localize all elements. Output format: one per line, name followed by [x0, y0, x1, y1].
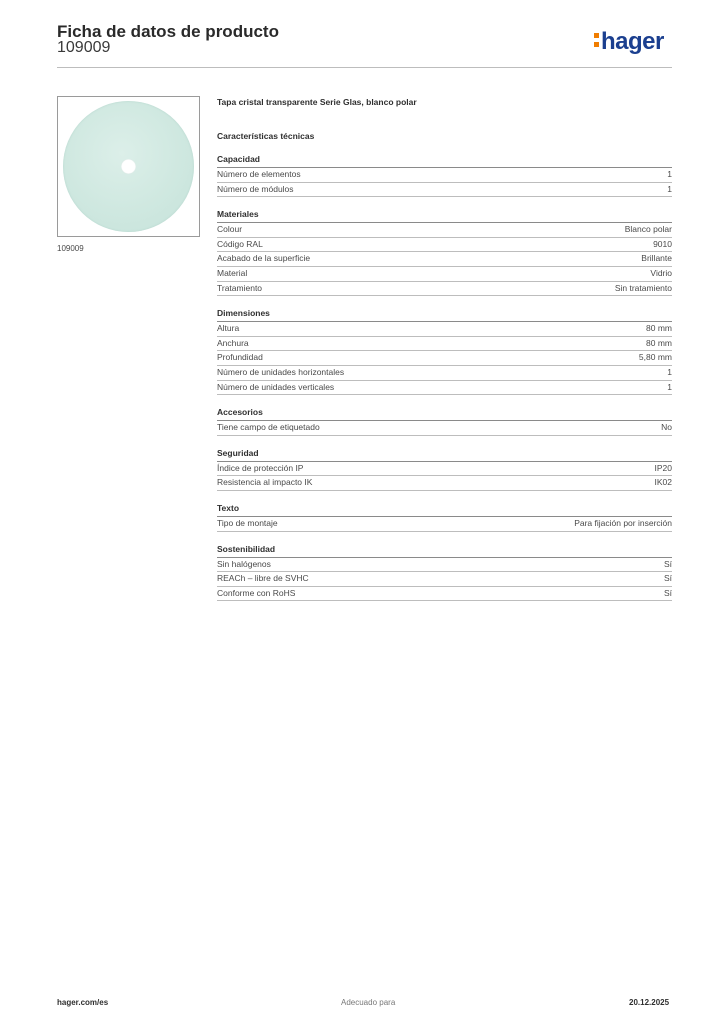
spec-label: Tratamiento [217, 282, 263, 293]
spec-row [217, 517, 672, 532]
spec-sections [217, 154, 672, 601]
section-title: Dimensiones [217, 308, 672, 322]
spec-section [217, 209, 672, 296]
spec-label: Número de módulos [217, 183, 294, 194]
logo-text: hager [601, 28, 664, 55]
spec-value: 1 [667, 366, 672, 377]
spec-value: Sí [663, 558, 672, 569]
spec-section [217, 544, 672, 602]
page-title: Ficha de datos de producto [57, 22, 279, 41]
footer-date: 20.12.2025 [629, 998, 670, 1007]
spec-row [217, 351, 672, 366]
spec-label: Número de elementos [217, 169, 301, 179]
spec-label: Material [217, 267, 248, 278]
spec-value: 1 [667, 169, 672, 179]
spec-content [217, 95, 672, 613]
spec-value: Vidrio [650, 267, 672, 278]
spec-label: Código RAL [217, 238, 263, 249]
product-number: 109009 [57, 39, 111, 56]
spec-row [217, 462, 672, 477]
spec-value: Para fijación por inserción [574, 517, 672, 528]
spec-value: 1 [667, 183, 672, 194]
footer-website: hager.com/es [57, 998, 109, 1007]
logo-dots-icon [594, 32, 599, 49]
section-title: Capacidad [217, 154, 672, 168]
spec-section [217, 154, 672, 197]
section-title: Accesorios [217, 407, 672, 421]
spec-value: Sin tratamiento [614, 282, 672, 293]
hager-logo [594, 28, 664, 56]
spec-value: 5,80 mm [638, 352, 672, 363]
glass-cover-image [63, 101, 194, 232]
spec-row [217, 267, 672, 282]
spec-value: No [661, 422, 672, 433]
spec-value: 1 [667, 381, 672, 392]
spec-section [217, 407, 672, 436]
spec-row [217, 337, 672, 352]
spec-value: Brillante [641, 253, 672, 264]
spec-value: IP20 [654, 462, 672, 473]
spec-row [217, 322, 672, 337]
spec-label: Altura [217, 323, 240, 334]
spec-section [217, 308, 672, 395]
spec-section [217, 503, 672, 532]
spec-section [217, 448, 672, 491]
spec-row [217, 366, 672, 381]
header-divider [57, 67, 672, 68]
product-title: Tapa cristal transparente Serie Glas, blanco polar [217, 97, 417, 107]
section-title: Materiales [217, 209, 672, 223]
spec-label: REACh – libre de SVHC [217, 573, 309, 584]
spec-row [217, 572, 672, 587]
spec-value: 80 mm [646, 337, 672, 348]
spec-label: Acabado de la superficie [217, 253, 311, 264]
spec-label: Índice de protección IP [217, 462, 304, 473]
product-image-frame [57, 96, 200, 237]
spec-label: Colour [217, 224, 243, 235]
spec-row [217, 381, 672, 396]
spec-value: 80 mm [646, 323, 672, 334]
spec-row [217, 282, 672, 297]
spec-value: 9010 [653, 238, 672, 249]
spec-value: IK02 [654, 477, 672, 488]
section-title: Seguridad [217, 448, 672, 462]
section-title: Texto [217, 503, 672, 517]
spec-row [217, 476, 672, 491]
product-image-caption: 109009 [57, 244, 84, 253]
spec-label: Conforme con RoHS [217, 587, 296, 598]
spec-value: Blanco polar [624, 224, 672, 235]
spec-row [217, 168, 672, 183]
spec-row [217, 421, 672, 436]
spec-row [217, 252, 672, 267]
spec-label: Anchura [217, 337, 249, 348]
glass-cover-center-hole [121, 159, 136, 174]
spec-label: Número de unidades horizontales [217, 366, 345, 377]
spec-value: Sí [663, 587, 672, 598]
spec-label: Resistencia al impacto IK [217, 477, 313, 488]
spec-label: Sin halógenos [217, 558, 271, 569]
spec-label: Tiene campo de etiquetado [217, 422, 320, 433]
technical-characteristics-heading: Características técnicas [217, 131, 315, 141]
footer-suitable-for: Adecuado para [341, 998, 396, 1007]
spec-label: Número de unidades verticales [217, 381, 335, 392]
section-title: Sostenibilidad [217, 544, 672, 558]
spec-row [217, 223, 672, 238]
spec-label: Tipo de montaje [217, 517, 278, 528]
spec-row [217, 183, 672, 198]
spec-row [217, 238, 672, 253]
spec-row [217, 587, 672, 602]
spec-label: Profundidad [217, 352, 263, 363]
spec-value: Sí [663, 573, 672, 584]
spec-row [217, 558, 672, 573]
